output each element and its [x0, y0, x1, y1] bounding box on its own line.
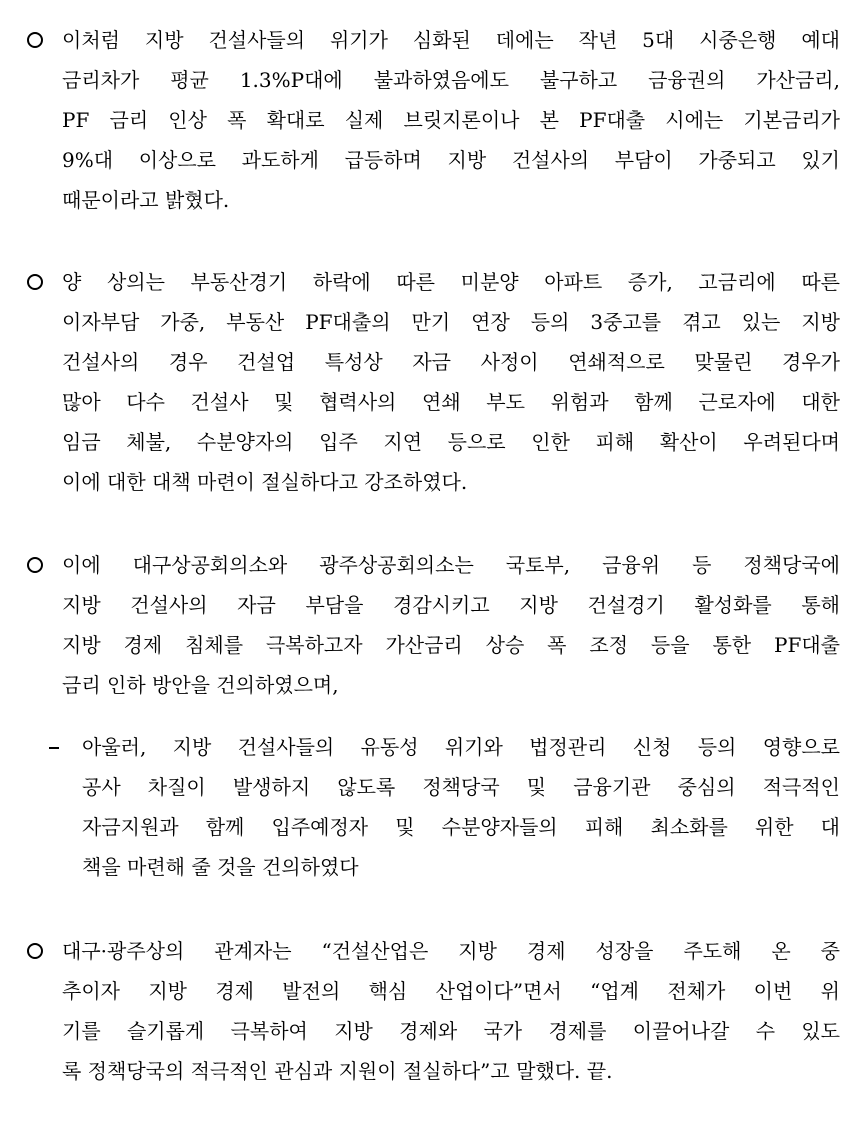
text-line: 이에 대한 대책 마련이 절실하다고 강조하였다. [62, 470, 468, 494]
text-line: 건설사의 경우 건설업 특성상 자금 사정이 연쇄적으로 맞물린 경우가 [62, 350, 840, 374]
hollow-circle-bullet-icon [27, 943, 43, 959]
paragraph-text [62, 931, 840, 1091]
paragraph-text [62, 262, 840, 502]
text-line: 아울러, 지방 건설사들의 유동성 위기와 법정관리 신청 등의 영향으로 [82, 735, 840, 759]
hollow-circle-bullet-icon [27, 557, 43, 573]
text-line: 추이자 지방 경제 발전의 핵심 산업이다”면서 “업계 전체가 이번 위 [62, 979, 840, 1003]
text-line: 기를 슬기롭게 극복하여 지방 경제와 국가 경제를 이끌어나갈 수 있도 [62, 1019, 840, 1043]
hollow-circle-bullet-icon [27, 274, 43, 290]
text-line: PF 금리 인상 폭 확대로 실제 브릿지론이나 본 PF대출 시에는 기본금리가 [62, 108, 840, 132]
text-line: 책을 마련해 줄 것을 건의하였다 [82, 855, 359, 879]
text-line: 많아 다수 건설사 및 협력사의 연쇄 부도 위험과 함께 근로자에 대한 [62, 390, 840, 414]
text-line: 대구·광주상의 관계자는 “건설산업은 지방 경제 성장을 주도해 온 중 [62, 939, 840, 963]
paragraph-text [62, 545, 840, 705]
text-line: 공사 차질이 발생하지 않도록 정책당국 및 금융기관 중심의 적극적인 [82, 775, 840, 799]
text-line: 양 상의는 부동산경기 하락에 따른 미분양 아파트 증가, 고금리에 따른 [62, 270, 840, 294]
text-line: 금리차가 평균 1.3%P대에 불과하였음에도 불구하고 금융권의 가산금리, [62, 68, 840, 92]
text-line: 때문이라고 밝혔다. [62, 188, 230, 212]
text-line: 이에 대구상공회의소와 광주상공회의소는 국토부, 금융위 등 정책당국에 [62, 553, 840, 577]
paragraph-text [62, 20, 840, 220]
text-line: 지방 경제 침체를 극복하고자 가산금리 상승 폭 조정 등을 통한 PF대출 [62, 633, 840, 657]
text-line: 9%대 이상으로 과도하게 급등하며 지방 건설사의 부담이 가중되고 있기 [62, 148, 840, 172]
text-line: 이자부담 가중, 부동산 PF대출의 만기 연장 등의 3중고를 겪고 있는 지방 [62, 310, 840, 334]
text-line: 이처럼 지방 건설사들의 위기가 심화된 데에는 작년 5대 시중은행 예대 [62, 28, 840, 52]
text-line: 지방 건설사의 자금 부담을 경감시키고 지방 건설경기 활성화를 통해 [62, 593, 840, 617]
text-line: 금리 인하 방안을 건의하였으며, [62, 673, 339, 697]
dash-bullet-icon [49, 747, 59, 749]
text-line: 록 정책당국의 적극적인 관심과 지원이 절실하다”고 말했다. 끝. [62, 1059, 613, 1083]
text-line: 임금 체불, 수분양자의 입주 지연 등으로 인한 피해 확산이 우려된다며 [62, 430, 840, 454]
paragraph-text [82, 727, 840, 887]
text-line: 자금지원과 함께 입주예정자 및 수분양자들의 피해 최소화를 위한 대 [82, 815, 840, 839]
hollow-circle-bullet-icon [27, 32, 43, 48]
